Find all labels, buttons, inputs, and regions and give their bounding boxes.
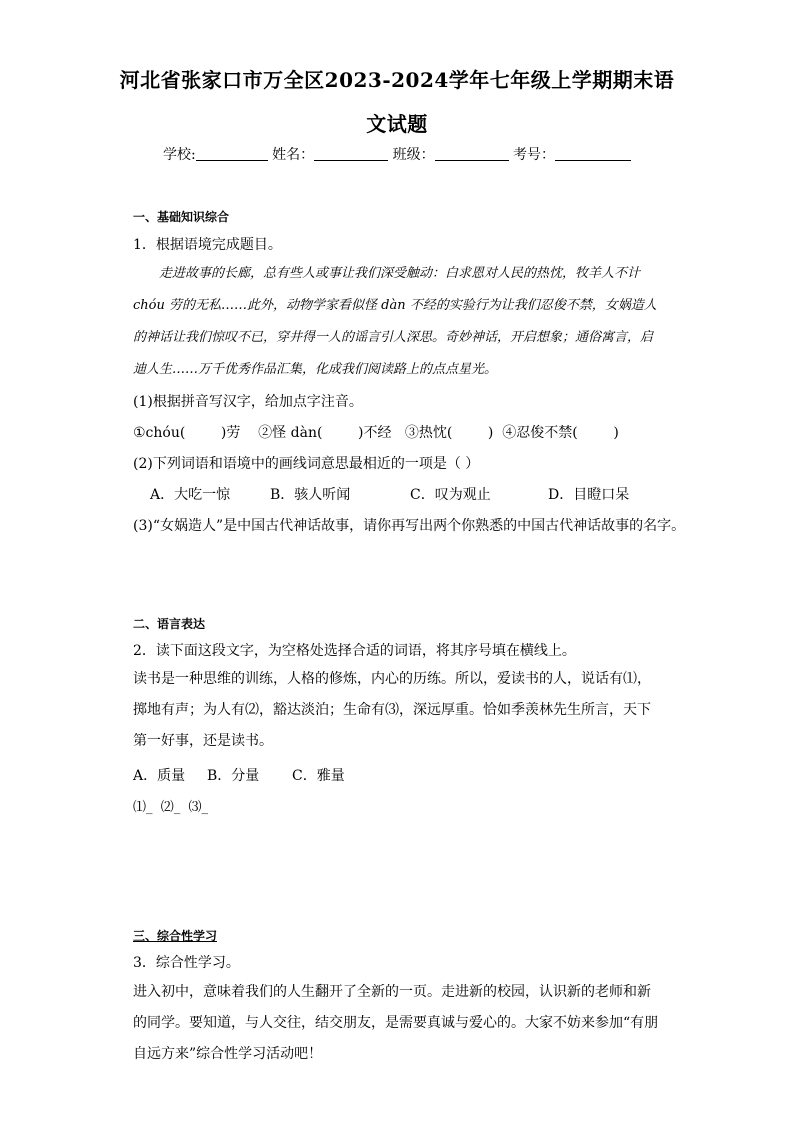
q1-stem: 1．根据语境完成题目。 xyxy=(133,237,282,253)
page-title-line1: 河北省张家口市万全区2023-2024学年七年级上学期期末语 xyxy=(119,68,675,92)
exam-no-label: 考号： xyxy=(513,147,556,163)
q1-passage: 走进故事的长廊，总有些人或事让我们深受触动：白求恩对人民的热忱，牧羊人不计 chóu 劳的无私……此外，动物学家看似怪 dàn 不经的实验行为让我们忍俊不禁，女娲造人的神话让我们惊叹不已，穿井得一人的谣言引人深思。奇妙神话，开启想象；通俗寓言，启迪人生……万千优秀作品汇集，化成我们阅读路上的点点星光。 xyxy=(133,266,657,377)
section2-heading: 二、语言表达 xyxy=(133,617,206,631)
class-label: 班级： xyxy=(392,147,435,163)
q1-sub2-option-c[interactable]: C．叹为观止 xyxy=(410,487,491,503)
q1-sub3: (3)“女娲造人”是中国古代神话故事，请你再写出两个你熟悉的中国古代神话故事的名字。 xyxy=(133,518,686,534)
school-blank[interactable] xyxy=(196,146,268,161)
exam-no-blank[interactable] xyxy=(555,146,631,161)
section1-heading: 一、基础知识综合 xyxy=(133,210,230,224)
q1-sub2-option-a[interactable]: A．大吃一惊 xyxy=(150,487,231,503)
school-label: 学校: xyxy=(162,147,196,163)
q2-option-c[interactable]: C．雅量 xyxy=(292,768,345,784)
q1-sub1-items: ①chóu( )劳 ②怪 dàn( )不经 ③热忱( ) ④忍俊不禁( ) xyxy=(133,425,619,441)
q2-option-b[interactable]: B．分量 xyxy=(207,768,260,784)
page-title-line2: 文试题 xyxy=(366,112,428,136)
class-blank[interactable] xyxy=(435,146,509,161)
section3-heading: 三、综合性学习 xyxy=(133,929,218,943)
name-label: 姓名： xyxy=(272,147,315,163)
name-blank[interactable] xyxy=(314,146,388,161)
q1-sub2: (2)下列词语和语境中的画线词意思最相近的一项是（ ） xyxy=(133,456,480,472)
q1-sub2-option-d[interactable]: D．目瞪口呆 xyxy=(548,487,630,503)
q3-paragraph: 进入初中，意味着我们的人生翻开了全新的一页。走进新的校园，认识新的老师和新的同学。要知道，与人交往，结交朋友，是需要真诚与爱心的。大家不妨来参加“有朋自远方来”综合性学习活动吧！ xyxy=(133,984,659,1062)
q2-answer-line[interactable]: ⑴_ ⑵_ ⑶_ xyxy=(133,800,209,815)
student-info-line xyxy=(0,144,794,164)
q1-sub2-option-b[interactable]: B．骇人听闻 xyxy=(270,487,351,503)
q3-stem: 3．综合性学习。 xyxy=(133,955,240,971)
q2-stem: 2．读下面这段文字，为空格处选择合适的词语，将其序号填在横线上。 xyxy=(133,643,576,659)
q2-paragraph: 读书是一种思维的训练，人格的修炼，内心的历练。所以，爱读书的人，说话有⑴，掷地有声；为人有⑵，豁达淡泊；生命有⑶，深远厚重。恰如季羡林先生所言，天下第一好事，还是读书。 xyxy=(133,671,651,749)
q2-option-a[interactable]: A．质量 xyxy=(133,768,186,784)
q1-sub1: (1)根据拼音写汉字，给加点字注音。 xyxy=(133,394,363,410)
